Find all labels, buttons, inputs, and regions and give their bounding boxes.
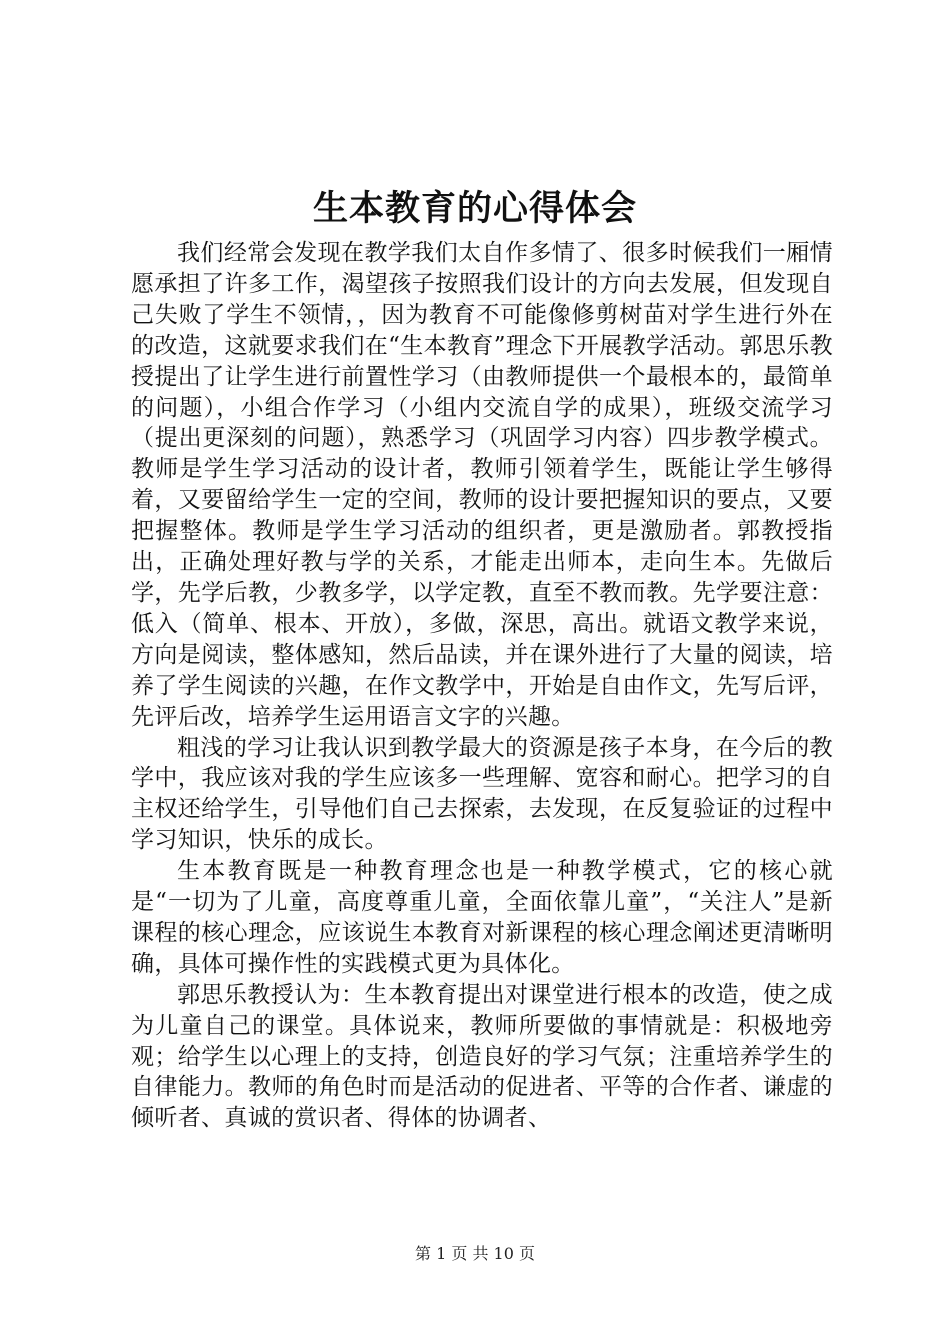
document-body	[131, 238, 833, 1134]
paragraph-2: 粗浅的学习让我认识到教学最大的资源是孩子本身，在今后的教学中，我应该对我的学生应该多一些理解、宽容和耐心。把学习的自主权还给学生，引导他们自己去探索，去发现，在反复验证的过程中学习知识，快乐的成长。	[131, 734, 833, 854]
paragraph-4: 郭思乐教授认为：生本教育提出对课堂进行根本的改造，使之成为儿童自己的课堂。具体说来，教师所要做的事情就是：积极地旁观；给学生以心理上的支持，创造良好的学习气氛；注重培养学生的自律能力。教师的角色时而是活动的促进者、平等的合作者、谦虚的倾听者、真诚的赏识者、得体的协调者、	[131, 981, 833, 1132]
document-title: 生本教育的心得体会	[312, 188, 637, 229]
page-number-footer: 第 1 页 共 10 页	[415, 1244, 535, 1263]
paragraph-3: 生本教育既是一种教育理念也是一种教学模式，它的核心就是“一切为了儿童，高度尊重儿童，全面依靠儿童”，“关注人”是新课程的核心理念，应该说生本教育对新课程的核心理念阐述更清晰明确，具体可操作性的实践模式更为具体化。	[131, 858, 833, 977]
paragraph-1: 我们经常会发现在教学我们太自作多情了、很多时候我们一厢情愿承担了许多工作，渴望孩子按照我们设计的方向去发展，但发现自己失败了学生不领情，，因为教育不可能像修剪树苗对学生进行外在的改造，这就要求我们在“生本教育”理念下开展教学活动。郭思乐教授提出了让学生进行前置性学习（由教师提供一个最根本的，最简单的问题），小组合作学习（小组内交流自学的成果），班级交流学习（提出更深刻的问题），熟悉学习（巩固学习内容）四步教学模式。教师是学生学习活动的设计者，教师引领着学生，既能让学生够得着，又要留给学生一定的空间，教师的设计要把握知识的要点，又要把握整体。教师是学生学习活动的组织者，更是激励者。郭教授指出，正确处理好教与学的关系，才能走出师本，走向生本。先做后学，先学后教，少教多学，以学定教，直至不教而教。先学要注意：低入（简单、根本、开放），多做，深思，高出。就语文教学来说，方向是阅读，整体感知，然后品读，并在课外进行了大量的阅读，培养了学生阅读的兴趣，在作文教学中，开始是自由作文，先写后评，先评后改，培养学生运用语言文字的兴趣。	[131, 240, 833, 730]
